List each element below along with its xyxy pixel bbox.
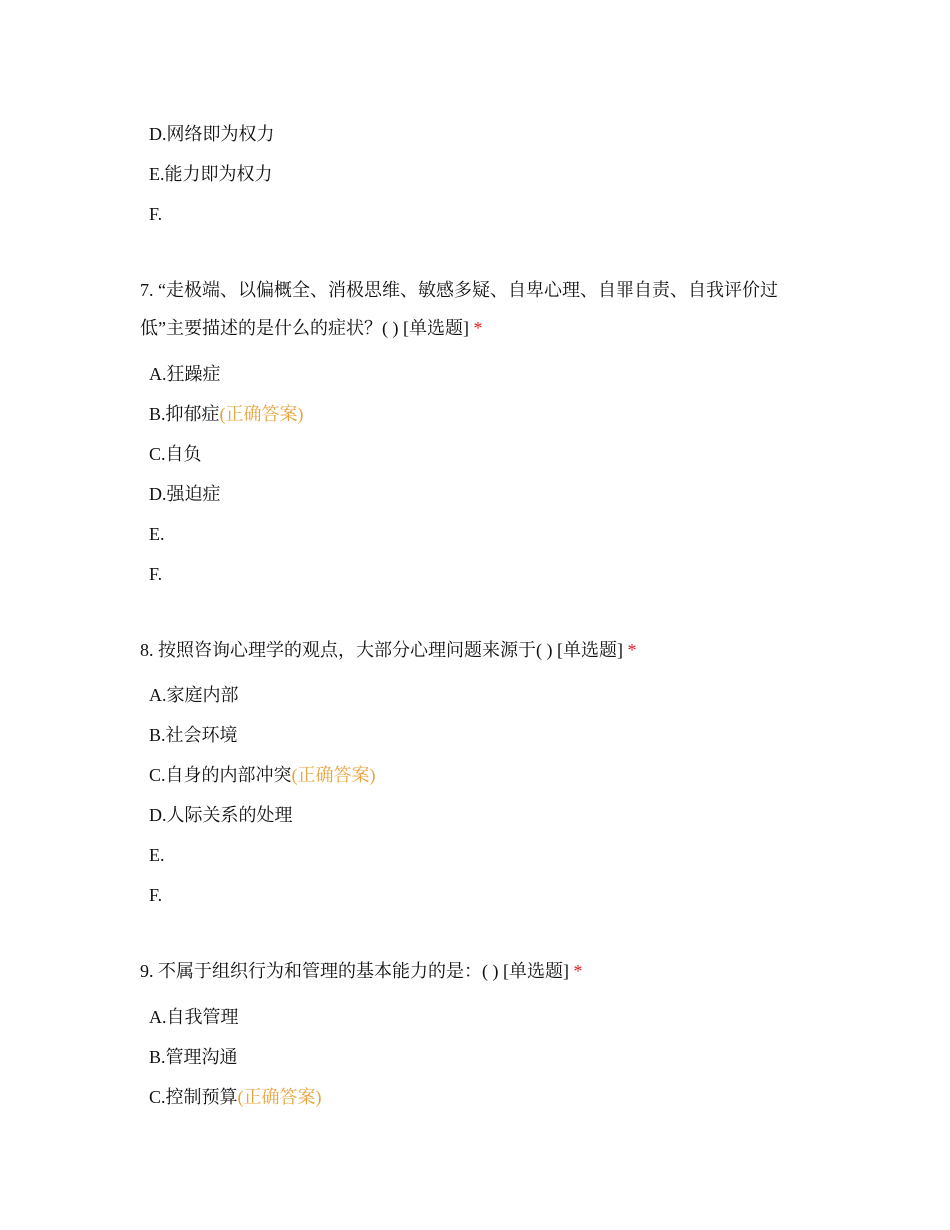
option-e	[149, 522, 165, 546]
option-b	[149, 402, 304, 426]
question-text: 9. 不属于组织行为和管理的基本能力的是：( ) [单选题]	[140, 961, 569, 981]
option-b	[149, 1045, 238, 1069]
option-d	[149, 122, 275, 146]
option-text: E.	[149, 845, 165, 865]
option-text: B.抑郁症	[149, 404, 220, 424]
option-text: C.自身的内部冲突	[149, 765, 292, 785]
option-e	[149, 843, 165, 867]
option-b	[149, 723, 238, 747]
option-f	[149, 202, 162, 226]
correct-answer-label: (正确答案)	[219, 404, 304, 424]
correct-answer-label: (正确答案)	[237, 1087, 322, 1107]
option-c	[149, 1085, 322, 1109]
correct-answer-label: (正确答案)	[291, 765, 376, 785]
option-text: B.管理沟通	[149, 1047, 238, 1067]
option-text: E.能力即为权力	[149, 164, 273, 184]
option-text: B.社会环境	[149, 725, 238, 745]
option-a	[149, 362, 221, 386]
option-text: C.控制预算	[149, 1087, 238, 1107]
option-c	[149, 763, 376, 787]
option-text: D.网络即为权力	[149, 124, 275, 144]
option-a	[149, 683, 239, 707]
question-title	[140, 271, 820, 347]
option-f	[149, 883, 162, 907]
question-title	[140, 631, 820, 669]
option-text: F.	[149, 564, 163, 584]
option-text: A.家庭内部	[149, 685, 239, 705]
required-mark: *	[473, 318, 483, 338]
required-mark: *	[573, 961, 583, 981]
option-text: A.狂躁症	[149, 364, 221, 384]
option-a	[149, 1005, 239, 1029]
option-c	[149, 442, 202, 466]
option-text: F.	[149, 885, 163, 905]
option-text: D.强迫症	[149, 484, 221, 504]
question-title	[140, 952, 820, 990]
option-text: D.人际关系的处理	[149, 805, 293, 825]
option-text: E.	[149, 524, 165, 544]
option-text: A.自我管理	[149, 1007, 239, 1027]
question-text: 7. “走极端、以偏概全、消极思维、敏感多疑、自卑心理、自罪自责、自我评价过低”主要描述的是什么的症状？( ) [单选题]	[140, 280, 778, 338]
required-mark: *	[627, 640, 637, 660]
option-d	[149, 482, 221, 506]
option-d	[149, 803, 293, 827]
option-e	[149, 162, 273, 186]
option-f	[149, 562, 162, 586]
option-text: C.自负	[149, 444, 202, 464]
question-text: 8. 按照咨询心理学的观点，大部分心理问题来源于( ) [单选题]	[140, 640, 623, 660]
option-text: F.	[149, 204, 163, 224]
